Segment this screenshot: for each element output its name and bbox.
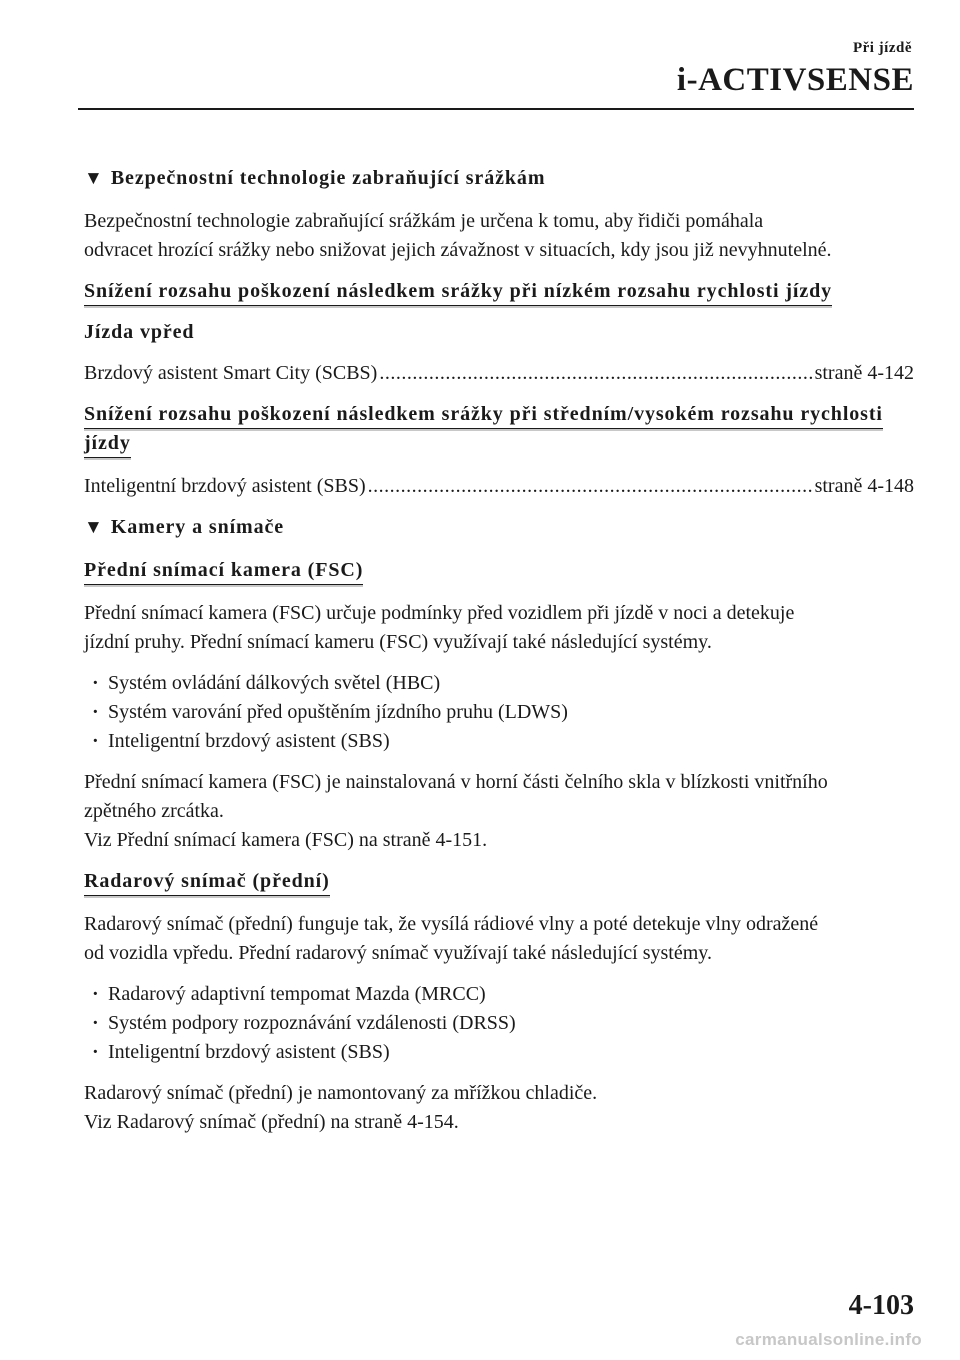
list-item: · Inteligentní brzdový asistent (SBS)	[92, 1038, 914, 1067]
triangle-marker-icon: ▼	[84, 517, 103, 538]
header-chapter-title: i-ACTIVSENSE	[676, 62, 914, 98]
collision-intro	[84, 207, 914, 265]
text-line: Přední snímací kamera (FSC) je nainstalovaná v horní části čelního skla v blízkosti vnitřního	[84, 771, 828, 793]
mid-speed-heading	[84, 400, 914, 458]
bullet-dot-icon: ·	[92, 701, 99, 723]
text-line: odvracet hrozící srážky nebo snižovat jejich závažnost v situacích, kdy jsou již nevyhnutelné.	[84, 239, 832, 261]
section-title-collision	[84, 164, 914, 193]
low-speed-heading	[84, 277, 914, 306]
bullet-dot-icon: ·	[92, 1041, 99, 1063]
toc-entry-text: Inteligentní brzdový asistent (SBS)	[84, 475, 366, 497]
page-content	[84, 158, 914, 1149]
bullet-dot-icon: ·	[92, 1012, 99, 1034]
header-section: Při jízdě	[852, 40, 912, 56]
list-item: · Inteligentní brzdový asistent (SBS)	[92, 727, 914, 756]
subhead-text: Přední snímací kamera (FSC)	[84, 559, 363, 585]
bullet-dot-icon: ·	[92, 672, 99, 694]
list-item: · Radarový adaptivní tempomat Mazda (MRCC)	[92, 980, 914, 1009]
toc-entry-page[interactable]: straně 4-142	[814, 362, 914, 384]
page-number: 4-103	[848, 1290, 914, 1321]
list-item: · Systém podpory rozpoznávání vzdálenosti (DRSS)	[92, 1009, 914, 1038]
header-divider	[78, 108, 914, 110]
list-item: · Systém varování před opuštěním jízdního pruhu (LDWS)	[92, 698, 914, 727]
subhead-text: Radarový snímač (přední)	[84, 870, 330, 896]
text-line: Přední snímací kamera (FSC) určuje podmínky před vozidlem při jízdě v noci a detekuje	[84, 602, 795, 624]
radar-intro	[84, 910, 914, 968]
text-line: zpětného zrcátka.	[84, 800, 224, 822]
bullet-dot-icon: ·	[92, 730, 99, 752]
subhead-text: jízdy	[84, 432, 131, 458]
radar-systems-list	[84, 980, 914, 1067]
text-line: jízdní pruhy. Přední snímací kameru (FSC) využívají také následující systémy.	[84, 631, 712, 653]
subhead-text: Snížení rozsahu poškození následkem srážky při nízkém rozsahu rychlosti jízdy	[84, 280, 832, 306]
radar-location	[84, 1079, 914, 1137]
toc-entry-scbs[interactable]	[84, 359, 914, 388]
bullet-dot-icon: ·	[92, 983, 99, 1005]
fsc-location	[84, 768, 914, 855]
radar-heading	[84, 867, 914, 896]
fsc-systems-list	[84, 669, 914, 756]
cross-reference[interactable]: Viz Radarový snímač (přední) na straně 4-154.	[84, 1111, 459, 1133]
dot-leader	[368, 472, 813, 501]
triangle-marker-icon: ▼	[84, 168, 103, 189]
fsc-heading	[84, 556, 914, 585]
text-line: Radarový snímač (přední) funguje tak, že vysílá rádiové vlny a poté detekuje vlny odražené	[84, 913, 819, 935]
cross-reference[interactable]: Viz Přední snímací kamera (FSC) na straně 4-151.	[84, 829, 488, 851]
section-title-text: Bezpečnostní technologie zabraňující srážkám	[110, 167, 546, 189]
section-title-text: Kamery a snímače	[110, 516, 285, 538]
text-line: Bezpečnostní technologie zabraňující srážkám je určena k tomu, aby řidiči pomáhala	[84, 210, 764, 232]
fsc-intro	[84, 599, 914, 657]
dot-leader	[379, 359, 812, 388]
watermark[interactable]: carmanualsonline.info	[735, 1330, 922, 1349]
text-line: Radarový snímač (přední) je namontovaný za mřížkou chladiče.	[84, 1082, 598, 1104]
toc-entry-text: Brzdový asistent Smart City (SCBS)	[84, 362, 378, 384]
subhead-text: Snížení rozsahu poškození následkem srážky při středním/vysokém rozsahu rychlosti	[84, 403, 883, 429]
forward-heading: Jízda vpřed	[84, 321, 195, 343]
list-item: · Systém ovládání dálkových světel (HBC)	[92, 669, 914, 698]
text-line: od vozidla vpředu. Přední radarový snímač využívají také následující systémy.	[84, 942, 712, 964]
section-title-sensors	[84, 513, 914, 542]
toc-entry-page[interactable]: straně 4-148	[814, 475, 914, 497]
toc-entry-sbs[interactable]	[84, 472, 914, 501]
